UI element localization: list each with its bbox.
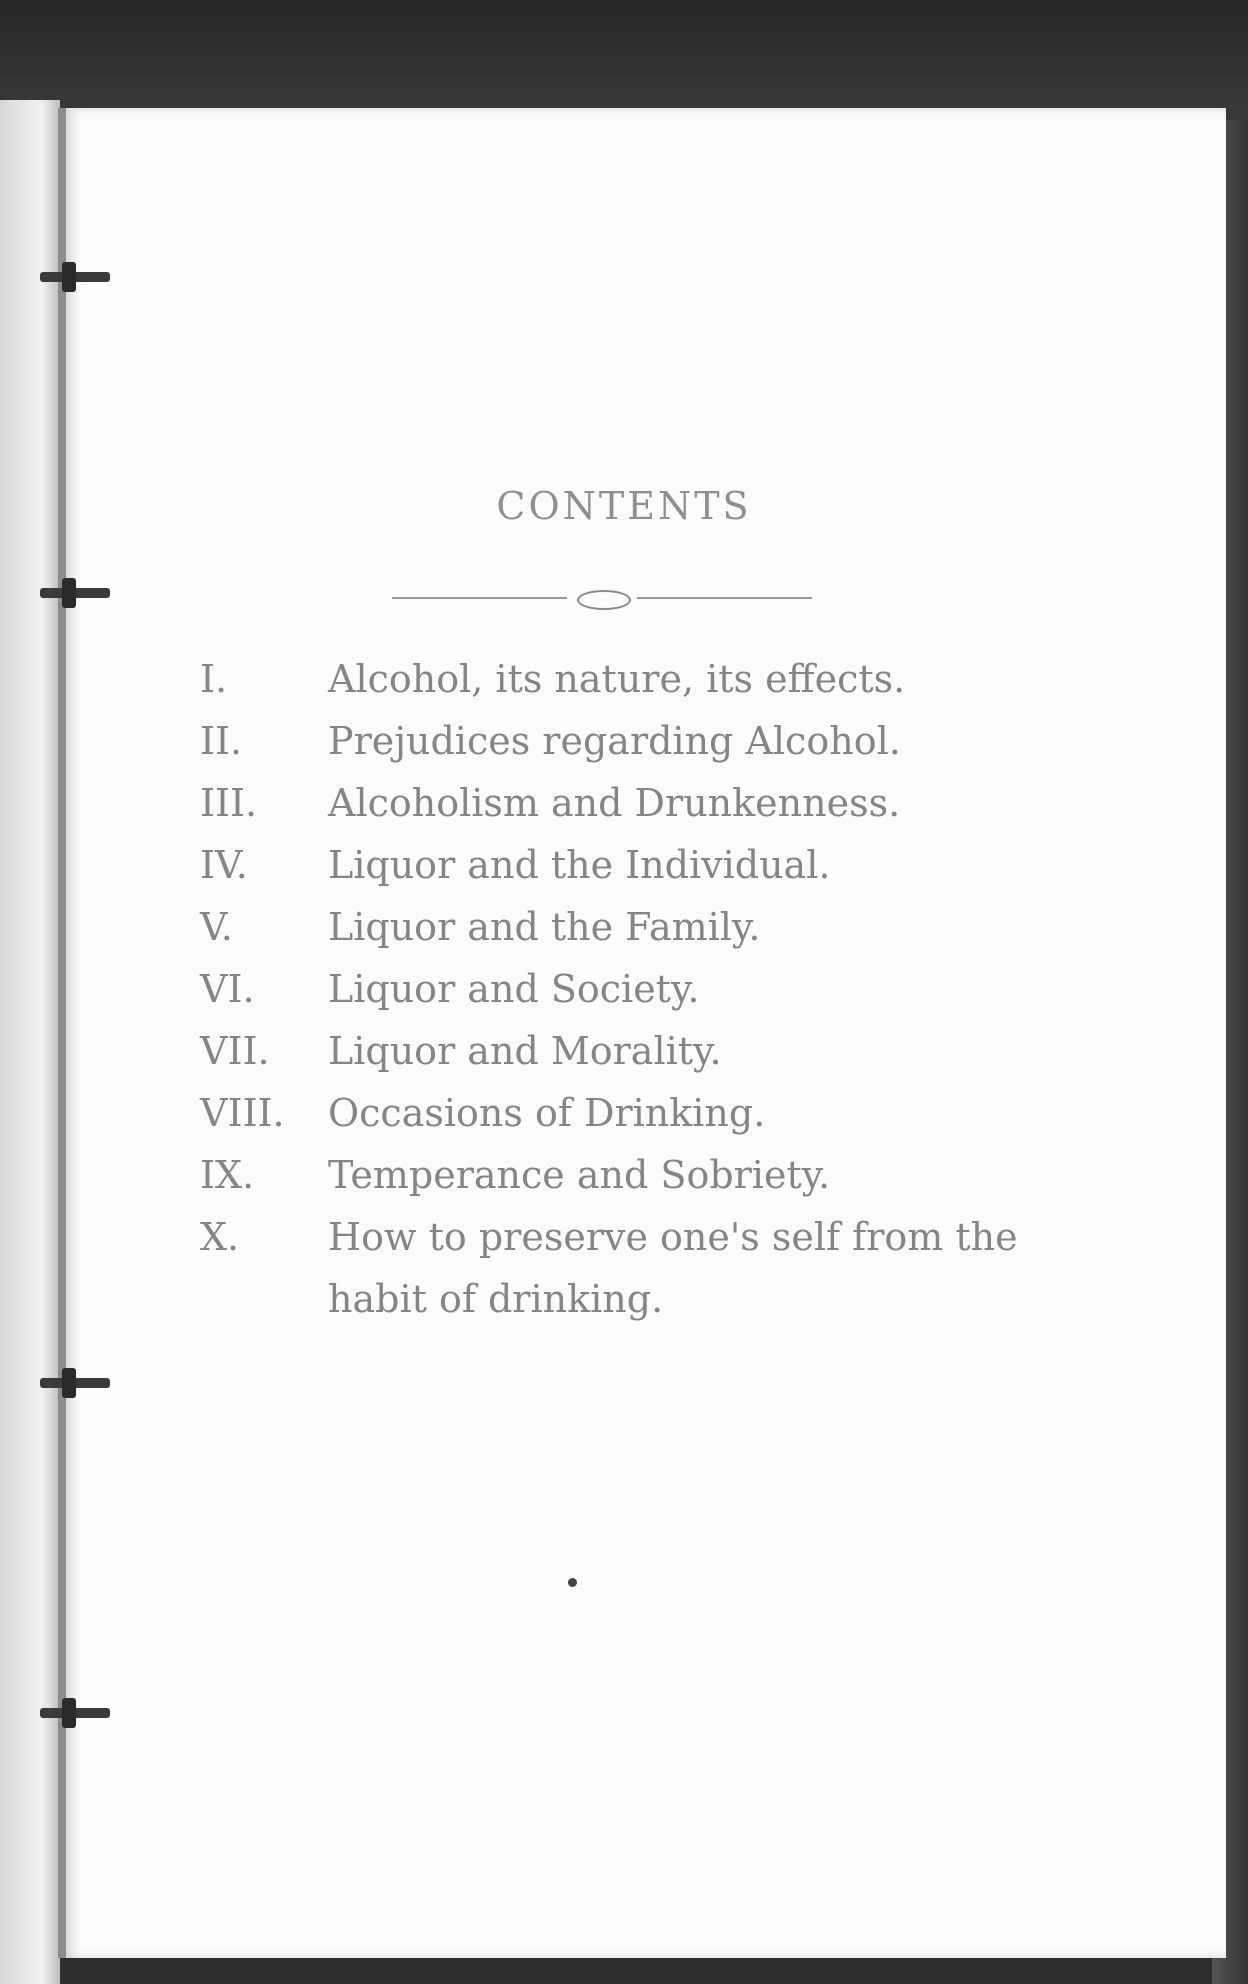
chapter-title: Liquor and Morality. <box>328 1029 722 1073</box>
chapter-number: VI. <box>200 967 255 1011</box>
chapter-title: Temperance and Sobriety. <box>328 1153 831 1197</box>
chapter-title: Prejudices regarding Alcohol. <box>328 719 901 763</box>
chapter-entry <box>200 1144 1060 1206</box>
ink-spot-icon <box>568 1578 577 1587</box>
chapter-entry <box>200 896 1060 958</box>
ornament-divider-icon <box>392 586 812 610</box>
chapter-entry <box>200 834 1060 896</box>
chapter-entry <box>200 1206 1060 1330</box>
chapter-number: II. <box>200 719 243 763</box>
chapter-title: Liquor and Society. <box>328 967 700 1011</box>
chapter-number: V. <box>200 905 233 949</box>
chapter-title: Occasions of Drinking. <box>328 1091 766 1135</box>
chapter-title: Alcoholism and Drunkenness. <box>328 781 901 825</box>
chapter-entry <box>200 1020 1060 1082</box>
chapter-entry <box>200 1082 1060 1144</box>
chapter-title: Liquor and the Family. <box>328 905 761 949</box>
chapter-number: III. <box>200 781 258 825</box>
chapter-number: VII. <box>200 1029 270 1073</box>
chapter-entry <box>200 958 1060 1020</box>
contents-title: CONTENTS <box>496 484 752 528</box>
chapter-entry <box>200 772 1060 834</box>
chapter-number: IX. <box>200 1153 255 1197</box>
chapter-entry <box>200 710 1060 772</box>
chapter-title: Alcohol, its nature, its effects. <box>328 657 906 701</box>
chapter-list <box>200 648 1060 1330</box>
chapter-number: IV. <box>200 843 248 887</box>
chapter-title: How to preserve one's self from the habit of drinking. <box>328 1215 1018 1321</box>
chapter-entry <box>200 648 1060 710</box>
chapter-title: Liquor and the Individual. <box>328 843 831 887</box>
chapter-number: I. <box>200 657 228 701</box>
chapter-number: X. <box>200 1215 240 1259</box>
chapter-number: VIII. <box>200 1091 285 1135</box>
